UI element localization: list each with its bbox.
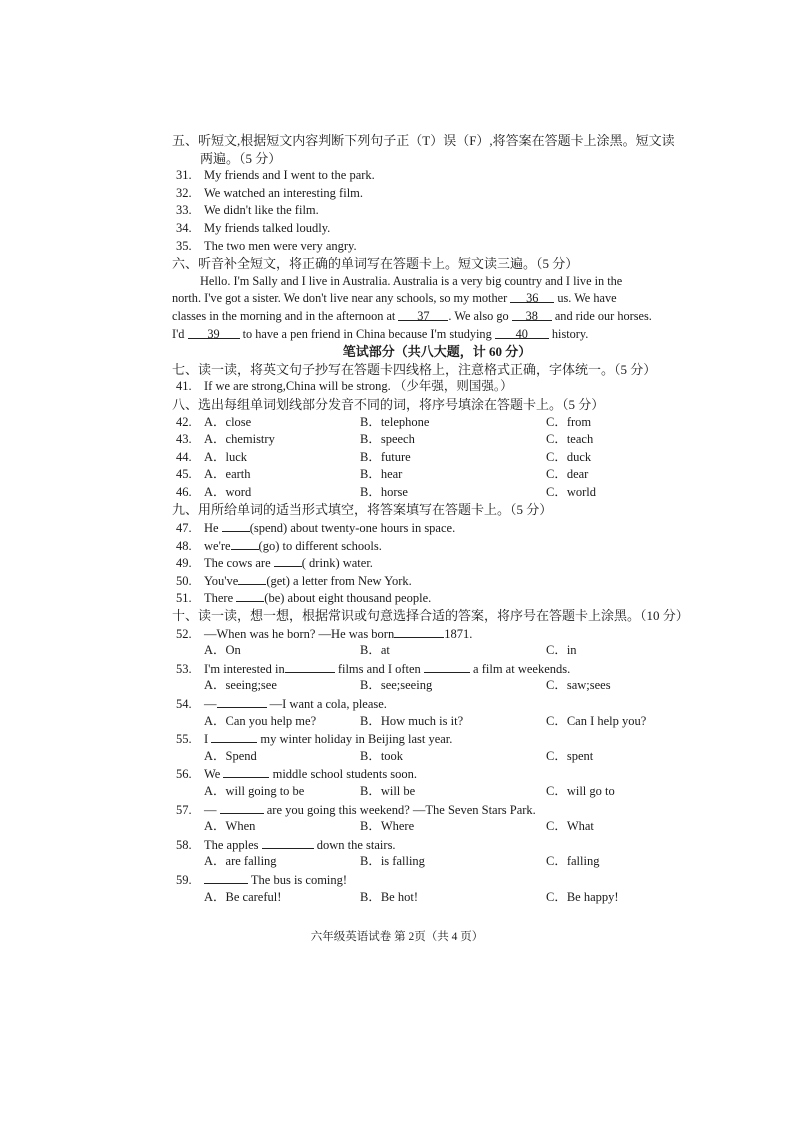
options-56 <box>172 783 702 801</box>
option-a: A．are falling <box>204 854 277 869</box>
question-text: There <box>204 591 237 606</box>
question-text: The two men were very angry. <box>204 238 357 253</box>
passage-text: classes in the morning and in the afternoon at <box>172 308 396 323</box>
options-58 <box>172 853 702 871</box>
passage-line-4 <box>172 326 702 344</box>
question-49 <box>172 554 702 572</box>
answer-blank <box>222 519 250 532</box>
question-59 <box>172 871 702 889</box>
question-43 <box>172 431 702 449</box>
option-b: B．future <box>360 449 411 464</box>
passage-text: . We also go <box>448 308 509 323</box>
passage-line-1: Hello. I'm Sally and I live in Australia. Australia is a very big country and I live in the <box>200 273 623 288</box>
options-55 <box>172 748 702 766</box>
question-number: 32. <box>176 185 192 200</box>
question-text: are you going this weekend? —The Seven Stars Park. <box>263 802 536 817</box>
section-9-items <box>172 519 702 607</box>
question-54 <box>172 695 702 713</box>
question-48 <box>172 537 702 555</box>
passage-line-3 <box>172 308 702 326</box>
option-c: C．from <box>546 414 592 429</box>
passage-text: I'd <box>172 326 185 341</box>
option-c: C．in <box>546 643 577 658</box>
option-a: A．Spend <box>204 748 257 763</box>
question-46 <box>172 484 702 502</box>
section-5-title-cont: 两遍。（5 分） <box>200 150 282 166</box>
option-b: B．will be <box>360 783 416 798</box>
question-47 <box>172 519 702 537</box>
option-b: B．see;seeing <box>360 678 433 693</box>
question-58 <box>172 836 702 854</box>
option-a: A．word <box>204 484 252 499</box>
section-6-title: 六、听音补全短文，将正确的单词写在答题卡上。短文读三遍。（5 分） <box>172 256 579 272</box>
question-text: —When was he born? —He was born <box>204 626 395 641</box>
option-c: C．dear <box>546 467 589 482</box>
question-text: (spend) about twenty-one hours in space. <box>249 521 456 536</box>
answer-blank <box>217 695 267 708</box>
question-text: You've <box>204 573 239 588</box>
question-number: 59. <box>176 872 192 887</box>
option-a: A．On <box>204 643 241 658</box>
question-text: I'm interested in <box>204 661 285 676</box>
question-56 <box>172 765 702 783</box>
option-c: C．saw;sees <box>546 678 611 693</box>
question-number: 47. <box>176 521 192 536</box>
question-text: —I want a cola, please. <box>266 697 387 711</box>
question-text: 1871. <box>444 626 473 641</box>
page-footer: 六年级英语试卷 第 2页（共 4 页） <box>310 931 484 943</box>
passage-text: us. We have <box>557 291 617 306</box>
answer-blank <box>231 537 259 550</box>
answer-blank <box>424 660 470 673</box>
section-9-title: 九、用所给单词的适当形式填空，将答案填写在答题卡上。（5 分） <box>172 502 553 518</box>
question-41 <box>172 378 702 396</box>
option-b: B．is falling <box>360 854 425 869</box>
answer-blank <box>274 554 302 567</box>
blank-36: 36 <box>510 290 554 303</box>
question-42 <box>172 414 702 432</box>
answer-blank <box>285 660 335 673</box>
question-number: 46. <box>176 484 192 499</box>
question-text: He <box>204 521 222 536</box>
question-text: My friends and I went to the park. <box>204 168 375 183</box>
question-number: 50. <box>176 573 192 588</box>
question-number: 35. <box>176 238 192 253</box>
blank-39: 39 <box>188 326 240 339</box>
options-57 <box>172 818 702 836</box>
option-c: C．teach <box>546 432 594 447</box>
question-text: my winter holiday in Beijing last year. <box>257 732 453 747</box>
question-number: 48. <box>176 538 192 553</box>
options-53 <box>172 677 702 695</box>
question-45 <box>172 466 702 484</box>
question-53 <box>172 660 702 678</box>
answer-blank <box>211 730 257 743</box>
question-text: we're <box>204 538 231 553</box>
section-5-title: 五、听短文,根据短文内容判断下列句子正（T）误（F）,将答案在答题卡上涂黑。短文读 <box>172 133 675 148</box>
question-text: — <box>204 802 220 817</box>
option-c: C．What <box>546 819 594 834</box>
question-text: middle school students soon. <box>269 767 418 782</box>
answer-blank <box>262 836 314 849</box>
section-10-title: 十、读一读，想一想，根据常识或句意选择合适的答案，将序号在答题卡上涂黑。（10 分） <box>172 608 689 624</box>
question-text: (go) to different schools. <box>258 538 382 553</box>
question-number: 53. <box>176 661 192 676</box>
option-b: B．Where <box>360 819 415 834</box>
option-b: B．How much is it? <box>360 713 464 728</box>
statement-32 <box>172 185 702 203</box>
answer-blank <box>394 625 444 638</box>
option-b: B．hear <box>360 467 403 482</box>
answer-blank <box>238 572 266 585</box>
answer-blank <box>223 765 269 778</box>
answer-blank <box>204 871 248 884</box>
question-number: 45. <box>176 467 192 482</box>
question-50 <box>172 572 702 590</box>
option-b: B．horse <box>360 484 408 499</box>
question-51 <box>172 589 702 607</box>
blank-38: 38 <box>512 308 552 321</box>
option-a: A．will going to be <box>204 783 305 798</box>
question-number: 43. <box>176 432 192 447</box>
option-b: B．Be hot! <box>360 889 418 904</box>
option-c: C．world <box>546 484 597 499</box>
question-text: We <box>204 767 224 782</box>
question-number: 42. <box>176 414 192 429</box>
question-number: 52. <box>176 626 192 641</box>
question-text: We watched an interesting film. <box>204 185 364 200</box>
option-b: B．at <box>360 643 390 658</box>
option-a: A．Can you help me? <box>204 713 317 728</box>
question-number: 55. <box>176 732 192 747</box>
page-content <box>172 132 702 906</box>
section-5-items <box>172 167 702 255</box>
question-number: 57. <box>176 802 192 817</box>
question-44 <box>172 449 702 467</box>
option-c: C．spent <box>546 748 594 763</box>
option-b: B．telephone <box>360 414 430 429</box>
passage-text: and ride our horses. <box>554 308 652 323</box>
answer-blank <box>220 801 264 814</box>
option-b: B．took <box>360 748 404 763</box>
question-text: (get) a letter from New York. <box>266 573 412 588</box>
question-text: The apples <box>204 837 262 852</box>
question-number: 56. <box>176 767 192 782</box>
option-c: C．falling <box>546 854 600 869</box>
passage-line-2 <box>172 290 702 308</box>
question-55 <box>172 730 702 748</box>
question-number: 44. <box>176 449 192 464</box>
section-8-title: 八、选出每组单词划线部分发音不同的词，将序号填涂在答题卡上。（5 分） <box>172 396 605 412</box>
question-text: down the stairs. <box>313 837 396 852</box>
option-b: B．speech <box>360 432 415 447</box>
blank-40: 40 <box>495 326 549 339</box>
option-c: C．Can I help you? <box>546 713 647 728</box>
question-text: The bus is coming! <box>248 872 348 887</box>
passage-text: history. <box>551 326 589 341</box>
question-text: (be) about eight thousand people. <box>264 591 432 606</box>
statement-31 <box>172 167 702 185</box>
written-part-heading: 笔试部分（共八大题，计 60 分） <box>342 344 532 360</box>
section-7-title: 七、读一读，将英文句子抄写在答题卡四线格上，注意格式正确，字体统一。（5 分） <box>172 361 657 377</box>
question-text: My friends talked loudly. <box>204 220 331 235</box>
passage-text: north. I've got a sister. We don't live near any schools, so my mother <box>172 291 508 306</box>
question-number: 41. <box>176 379 192 394</box>
question-number: 58. <box>176 837 192 852</box>
option-c: C．duck <box>546 449 592 464</box>
question-text: films and I often <box>334 661 424 676</box>
question-57 <box>172 801 702 819</box>
question-number: 31. <box>176 168 192 183</box>
option-a: A．luck <box>204 449 248 464</box>
question-text: ( drink) water. <box>301 556 373 571</box>
option-c: C．Be happy! <box>546 889 619 904</box>
option-a: A．Be careful! <box>204 889 282 904</box>
option-c: C．will go to <box>546 783 615 798</box>
question-number: 49. <box>176 556 192 571</box>
answer-blank <box>236 589 264 602</box>
options-52 <box>172 642 702 660</box>
question-text: We didn't like the film. <box>204 203 319 218</box>
passage-text: to have a pen friend in China because I'm studying <box>242 326 492 341</box>
option-a: A．seeing;see <box>204 678 277 693</box>
options-54 <box>172 713 702 731</box>
section-10-items <box>172 625 702 907</box>
section-8-items <box>172 414 702 502</box>
option-a: A．chemistry <box>204 432 275 447</box>
option-a: A．When <box>204 819 256 834</box>
question-number: 34. <box>176 220 192 235</box>
question-text: If we are strong,China will be strong. （少年强，则国强。） <box>204 379 513 394</box>
question-number: 51. <box>176 591 192 606</box>
option-a: A．earth <box>204 467 251 482</box>
question-number: 33. <box>176 203 192 218</box>
question-text: The cows are <box>204 556 274 571</box>
statement-34 <box>172 220 702 238</box>
statement-35 <box>172 238 702 256</box>
question-52 <box>172 625 702 643</box>
option-a: A．close <box>204 414 252 429</box>
question-text: I <box>204 732 212 747</box>
options-59 <box>172 889 702 907</box>
question-text: — <box>204 697 217 711</box>
statement-33 <box>172 202 702 220</box>
blank-37: 37 <box>398 308 448 321</box>
question-number: 54. <box>176 697 192 711</box>
question-text: a film at weekends. <box>469 661 571 676</box>
